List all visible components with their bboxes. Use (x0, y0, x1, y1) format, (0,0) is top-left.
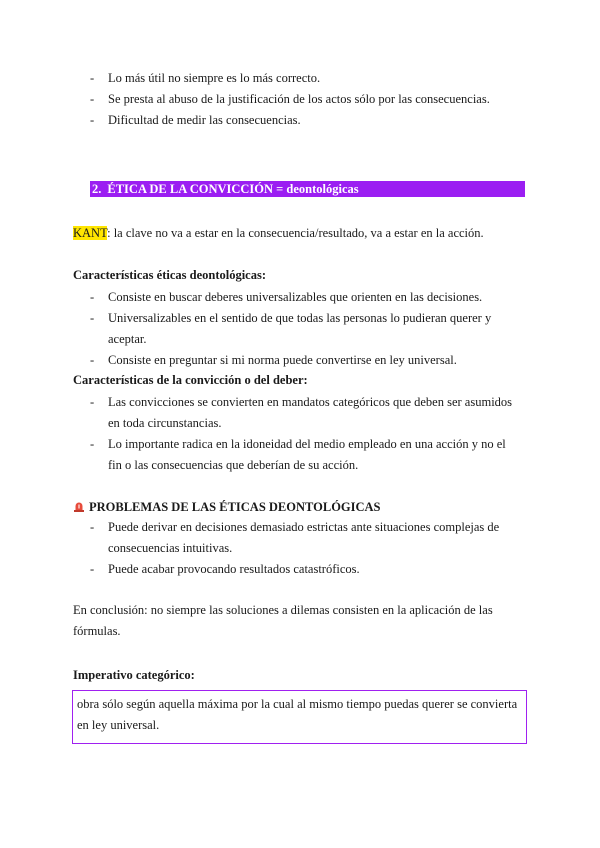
kant-paragraph (73, 223, 528, 244)
list-item: - Dificultad de medir las consecuencias. (90, 110, 530, 131)
problems-heading-row (73, 497, 528, 518)
list-item: - Se presta al abuso de la justificación de los actos sólo por las consecuencias. (90, 89, 530, 110)
list-item: - Lo importante radica en la idoneidad del medio empleado en una acción y no el fin o las consecuencias que deberían de su acción. (90, 434, 520, 476)
list-item: - Lo más útil no siempre es lo más correcto. (90, 68, 530, 89)
duty-list (90, 392, 520, 476)
imperative-heading: Imperativo categórico: (73, 668, 195, 682)
kant-text: : la clave no va a estar en la consecuencia/resultado, va a estar en la acción. (107, 226, 484, 240)
consequences-drawbacks-list (90, 68, 530, 131)
deontological-heading: Características éticas deontológicas: (73, 268, 266, 282)
duty-heading: Características de la convicción o del deber: (73, 373, 308, 387)
section-number: 2. (92, 182, 102, 196)
imperative-quote-box: obra sólo según aquella máxima por la cual al mismo tiempo puedas querer se convierta en ley universal. (72, 690, 527, 744)
section-heading-etica-conviccion (90, 181, 525, 197)
section-title: ÉTICA DE LA CONVICCIÓN = deontológicas (107, 182, 359, 196)
siren-icon (73, 500, 85, 512)
list-item: - Universalizables en el sentido de que todas las personas lo pudieran querer y aceptar. (90, 308, 530, 350)
problems-heading: PROBLEMAS DE LAS ÉTICAS DEONTOLÓGICAS (89, 500, 381, 514)
problems-list (90, 517, 520, 580)
list-item: - Consiste en preguntar si mi norma puede convertirse en ley universal. (90, 350, 530, 371)
conclusion-paragraph: En conclusión: no siempre las soluciones a dilemas consisten en la aplicación de las fórmulas. (73, 603, 493, 638)
kant-highlight: KANT (73, 226, 108, 240)
list-item: - Puede acabar provocando resultados catastróficos. (90, 559, 520, 580)
list-item: - Las convicciones se convierten en mandatos categóricos que deben ser asumidos en toda circunstancias. (90, 392, 520, 434)
list-item: - Consiste en buscar deberes universalizables que orienten en las decisiones. (90, 287, 530, 308)
deontological-list (90, 287, 530, 371)
list-item: - Puede derivar en decisiones demasiado estrictas ante situaciones complejas de consecuencias intuitivas. (90, 517, 520, 559)
